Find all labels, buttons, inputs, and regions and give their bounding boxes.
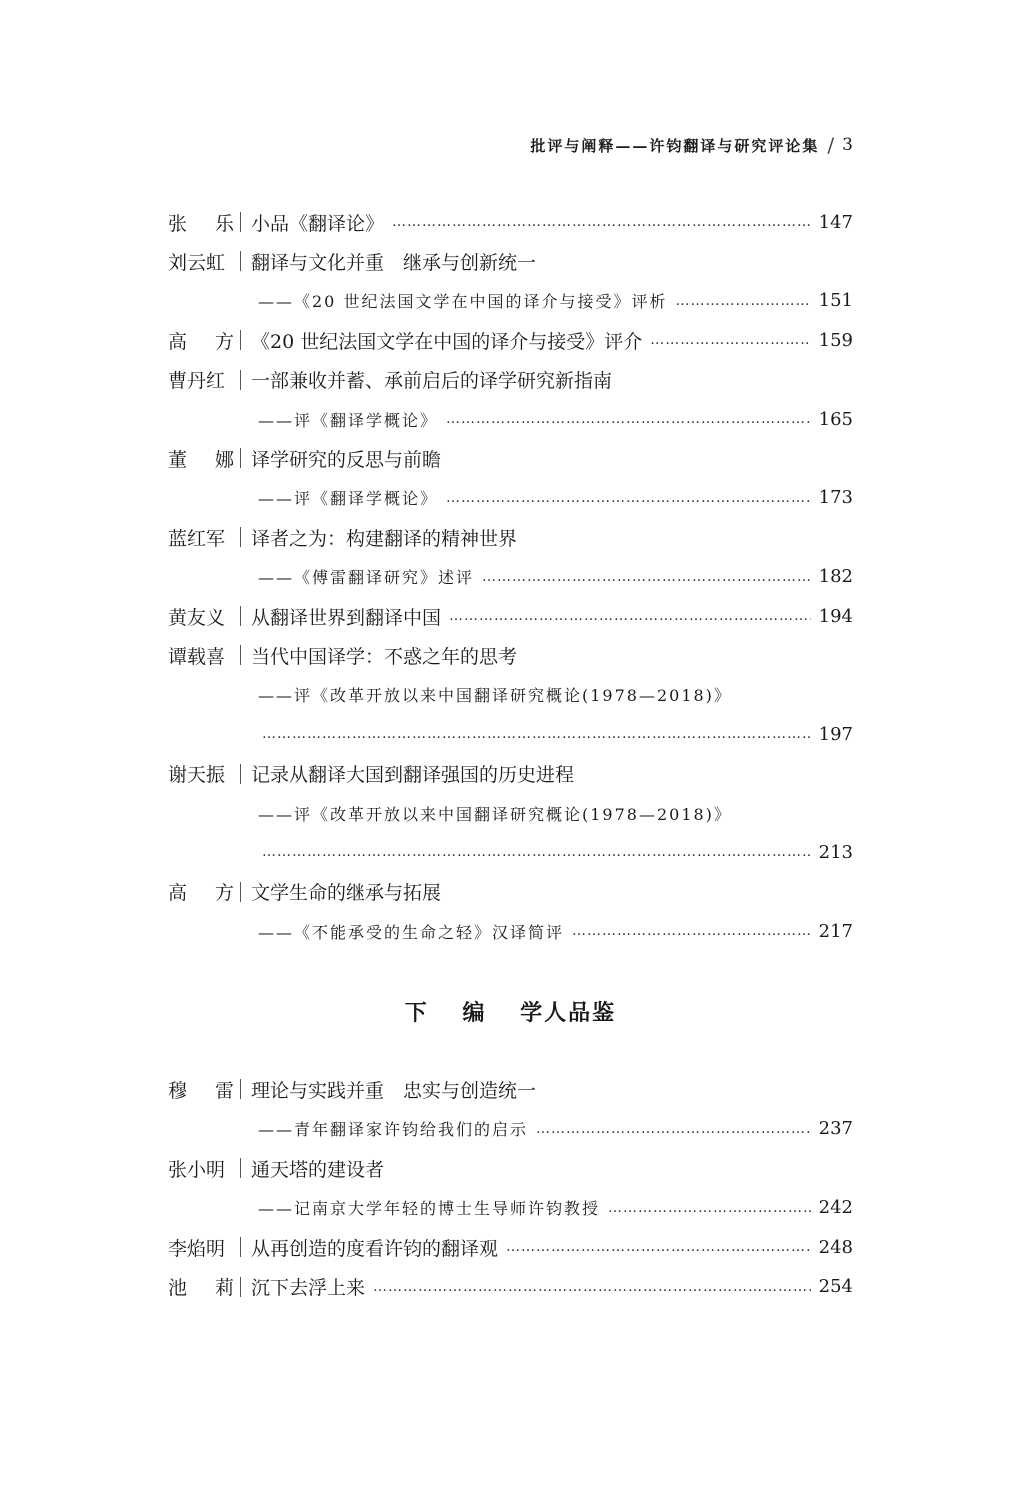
toc-title: 从再创造的度看许钧的翻译观 [251, 1237, 499, 1260]
toc-entry [168, 1154, 853, 1182]
toc-entry [168, 641, 853, 669]
toc-author: 池 莉 [168, 1277, 234, 1299]
toc-author: 张 乐 [168, 212, 234, 235]
toc-title: 一部兼收并蓄、承前启后的译学研究新指南 [251, 370, 613, 393]
toc-author: 刘云虹 [168, 251, 226, 274]
toc-entry [168, 878, 853, 906]
dot-leader [482, 569, 811, 585]
toc-entry [168, 1075, 853, 1103]
toc-subtitle-row [258, 405, 853, 433]
toc-author: 谢天振 [168, 764, 226, 787]
dot-leader [572, 923, 811, 939]
toc-subtitle-row [258, 917, 853, 945]
toc-page-number: 165 [818, 408, 853, 430]
author-title-divider [240, 764, 241, 784]
author-title-divider [240, 645, 241, 665]
toc-page-number: 197 [818, 723, 853, 745]
toc-page-number: 159 [818, 329, 853, 351]
toc-entry [168, 523, 853, 551]
dot-leader [506, 1239, 811, 1255]
toc-title: 从翻译世界到翻译中国 [251, 606, 442, 629]
toc-page-number: 242 [818, 1197, 853, 1218]
toc-author: 黄友义 [168, 606, 226, 629]
dot-leader [446, 411, 811, 427]
toc-page-number: 217 [818, 920, 853, 942]
toc-subtitle: ——评《翻译学概论》 [258, 489, 439, 509]
toc-title: 《20 世纪法国文学在中国的译介与接受》评介 [251, 330, 643, 353]
toc-page-number: 182 [818, 566, 853, 588]
toc-subtitle: ——评《翻译学概论》 [258, 410, 439, 430]
toc-subtitle: ——记南京大学年轻的博士生导师许钧教授 [258, 1199, 601, 1218]
section-part: 下 [404, 1001, 429, 1026]
toc-entry [168, 366, 853, 394]
toc-subtitle-row [258, 287, 853, 315]
dot-leader [262, 726, 811, 742]
author-title-divider [240, 212, 241, 232]
toc-subtitle: ——《傅雷翻译研究》述评 [258, 568, 475, 588]
toc-author: 穆 雷 [168, 1079, 234, 1102]
author-title-divider [240, 1079, 241, 1099]
author-title-divider [240, 330, 241, 350]
toc-subtitle-row [258, 681, 853, 709]
author-title-divider [240, 882, 241, 902]
toc-author: 董 娜 [168, 448, 234, 471]
toc-author: 曹丹红 [168, 370, 226, 393]
page-number: 3 [842, 135, 853, 155]
toc-title: 文学生命的继承与拓展 [251, 882, 442, 905]
dot-leader [446, 490, 811, 506]
toc-subtitle: ——评《改革开放以来中国翻译研究概论(1978—2018)》 [258, 686, 732, 706]
toc-title: 译学研究的反思与前瞻 [251, 448, 442, 471]
dot-leader [392, 214, 811, 230]
toc-author: 李焰明 [168, 1237, 226, 1260]
dot-leader [449, 608, 811, 624]
toc-subtitle: ——评《改革开放以来中国翻译研究概论(1978—2018)》 [258, 804, 732, 824]
toc-page-number: 147 [818, 211, 853, 233]
toc-author: 高 方 [168, 330, 234, 353]
toc-author: 张小明 [168, 1158, 226, 1181]
toc-title: 通天塔的建设者 [251, 1158, 385, 1181]
toc-page-number: 194 [818, 605, 853, 627]
dot-leader [608, 1200, 811, 1216]
toc-entry [168, 760, 853, 788]
toc-page-number: 248 [818, 1236, 853, 1258]
author-title-divider [240, 1158, 241, 1178]
book-title: 批评与阐释——许钧翻译与研究评论集 [530, 136, 820, 155]
author-title-divider [240, 606, 241, 626]
author-title-divider [240, 527, 241, 547]
toc-page-number: 173 [818, 487, 853, 509]
toc-subtitle-row [258, 1194, 853, 1222]
toc-subtitle-row [258, 484, 853, 512]
toc-entry [168, 208, 853, 236]
author-title-divider [240, 448, 241, 468]
toc-dot-leader-row [262, 720, 853, 748]
toc-title: 小品《翻译论》 [251, 212, 385, 235]
section-name: 学人品鉴 [520, 1001, 617, 1026]
toc-subtitle-row [258, 563, 853, 591]
dot-leader [650, 332, 810, 348]
toc-entry [168, 444, 853, 472]
dot-leader [536, 1121, 811, 1137]
toc-title: 译者之为：构建翻译的精神世界 [251, 527, 518, 550]
slash-separator: / [827, 133, 837, 157]
author-title-divider [240, 251, 241, 271]
toc-subtitle: ——《20 世纪法国文学在中国的译介与接受》评析 [258, 292, 668, 312]
toc-entry [168, 326, 853, 354]
toc-title: 沉下去浮上来 [251, 1277, 366, 1299]
toc-subtitle: ——《不能承受的生命之轻》汉译简评 [258, 922, 565, 942]
toc-title: 翻译与文化并重 继承与创新统一 [251, 251, 537, 274]
toc-page-number: 151 [818, 290, 853, 312]
toc-author: 谭载喜 [168, 645, 226, 668]
author-title-divider [240, 1237, 241, 1257]
toc-subtitle-row [258, 799, 853, 827]
toc-entry [168, 247, 853, 275]
dot-leader [675, 293, 810, 309]
running-head [530, 133, 853, 157]
toc-title: 当代中国译学：不惑之年的思考 [251, 645, 518, 668]
toc-dot-leader-row [262, 838, 853, 866]
toc-author: 高 方 [168, 882, 234, 905]
toc-author: 蓝红军 [168, 527, 226, 550]
toc-page-number: 213 [818, 841, 853, 863]
toc-entry [168, 1233, 853, 1261]
dot-leader [262, 844, 811, 860]
author-title-divider [240, 370, 241, 390]
author-title-divider [240, 1277, 241, 1297]
section-heading [0, 996, 1021, 1027]
toc-title: 理论与实践并重 忠实与创造统一 [251, 1079, 537, 1102]
toc-subtitle-row [258, 1115, 853, 1143]
section-label: 编 [462, 1001, 487, 1026]
toc-entry [168, 1273, 853, 1301]
dot-leader [373, 1279, 811, 1295]
toc-page-number: 254 [818, 1276, 853, 1297]
toc-subtitle: ——青年翻译家许钧给我们的启示 [258, 1120, 529, 1139]
toc-entry [168, 602, 853, 630]
toc-title: 记录从翻译大国到翻译强国的历史进程 [251, 764, 575, 787]
toc-page-number: 237 [818, 1118, 853, 1139]
